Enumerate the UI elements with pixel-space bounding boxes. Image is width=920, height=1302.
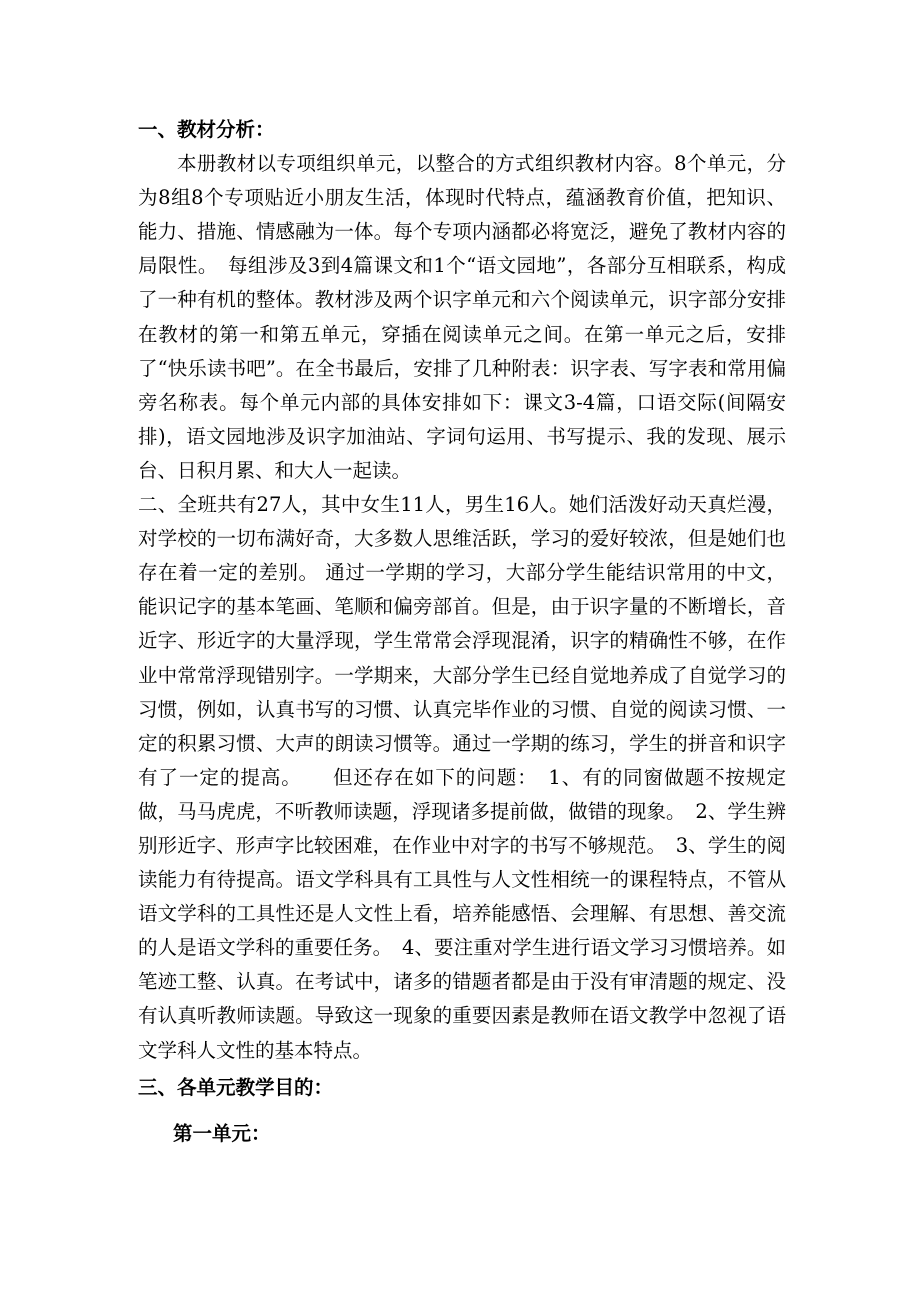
section-heading-textbook-analysis: 一、教材分析：	[138, 118, 275, 141]
section-heading-unit-goals: 三、各单元教学目的：	[138, 1075, 334, 1099]
document-page	[138, 113, 786, 1151]
class-situation-paragraph: 二、全班共有27人，其中女生11人，男生16人。她们活泼好动天真烂漫，对学校的一切布满好奇，大多数人思维活跃，学习的爱好较浓，但是她们也存在着一定的差别。 通过一学期的学习，大部分学生能结识常用的中文，能识记字的基本笔画、笔顺和偏旁部首。但是，由于识字量的不断增长，音近字、形近字的大量浮现，学生常常会浮现混淆，识字的精确性不够，在作业中常常浮现错别字。一学期来，大部分学生已经自觉地养成了自觉学习的习惯，例如，认真书写的习惯、认真完毕作业的习惯、自觉的阅读习惯、一定的积累习惯、大声的朗读习惯等。通过一学期的练习，学生的拼音和识字有了一定的提高。 但还存在如下的问题： 1、有的同窗做题不按规定做，马马虎虎，不听教师读题，浮现诸多提前做，做错的现象。 2、学生辨别形近字、形声字比较困难，在作业中对字的书写不够规范。 3、学生的阅读能力有待提高。语文学科具有工具性与人文性相统一的课程特点，不管从语文学科的工具性还是人文性上看，培养能感悟、会理解、有思想、善交流的人是语文学科的重要任务。 4、要注重对学生进行语文学习习惯培养。如笔迹工整、认真。在考试中，诸多的错题者都是由于没有审清题的规定、没有认真听教师读题。导致这一现象的重要因素是教师在语文教学中忽视了语文学科人文性的基本特点。	[138, 493, 786, 1062]
textbook-analysis-paragraph: 本册教材以专项组织单元，以整合的方式组织教材内容。8个单元，分为8组8个专项贴近小朋友生活，体现时代特点，蕴涵教育价值，把知识、能力、措施、情感融为一体。每个专项内涵都必将宽泛，避免了教材内容的局限性。 每组涉及3到4篇课文和1个“语文园地”，各部分互相联系，构成了一种有机的整体。教材涉及两个识字单元和六个阅读单元，识字部分安排在教材的第一和第五单元，穿插在阅读单元之间。在第一单元之后，安排了“快乐读书吧”。在全书最后，安排了几种附表：识字表、写字表和常用偏旁名称表。每个单元内部的具体安排如下：课文3-4篇，口语交际(间隔安排)，语文园地涉及识字加油站、字词句运用、书写提示、我的发现、展示台、日积月累、和大人一起读。	[138, 152, 786, 482]
unit-one-heading: 第一单元：	[173, 1121, 271, 1145]
